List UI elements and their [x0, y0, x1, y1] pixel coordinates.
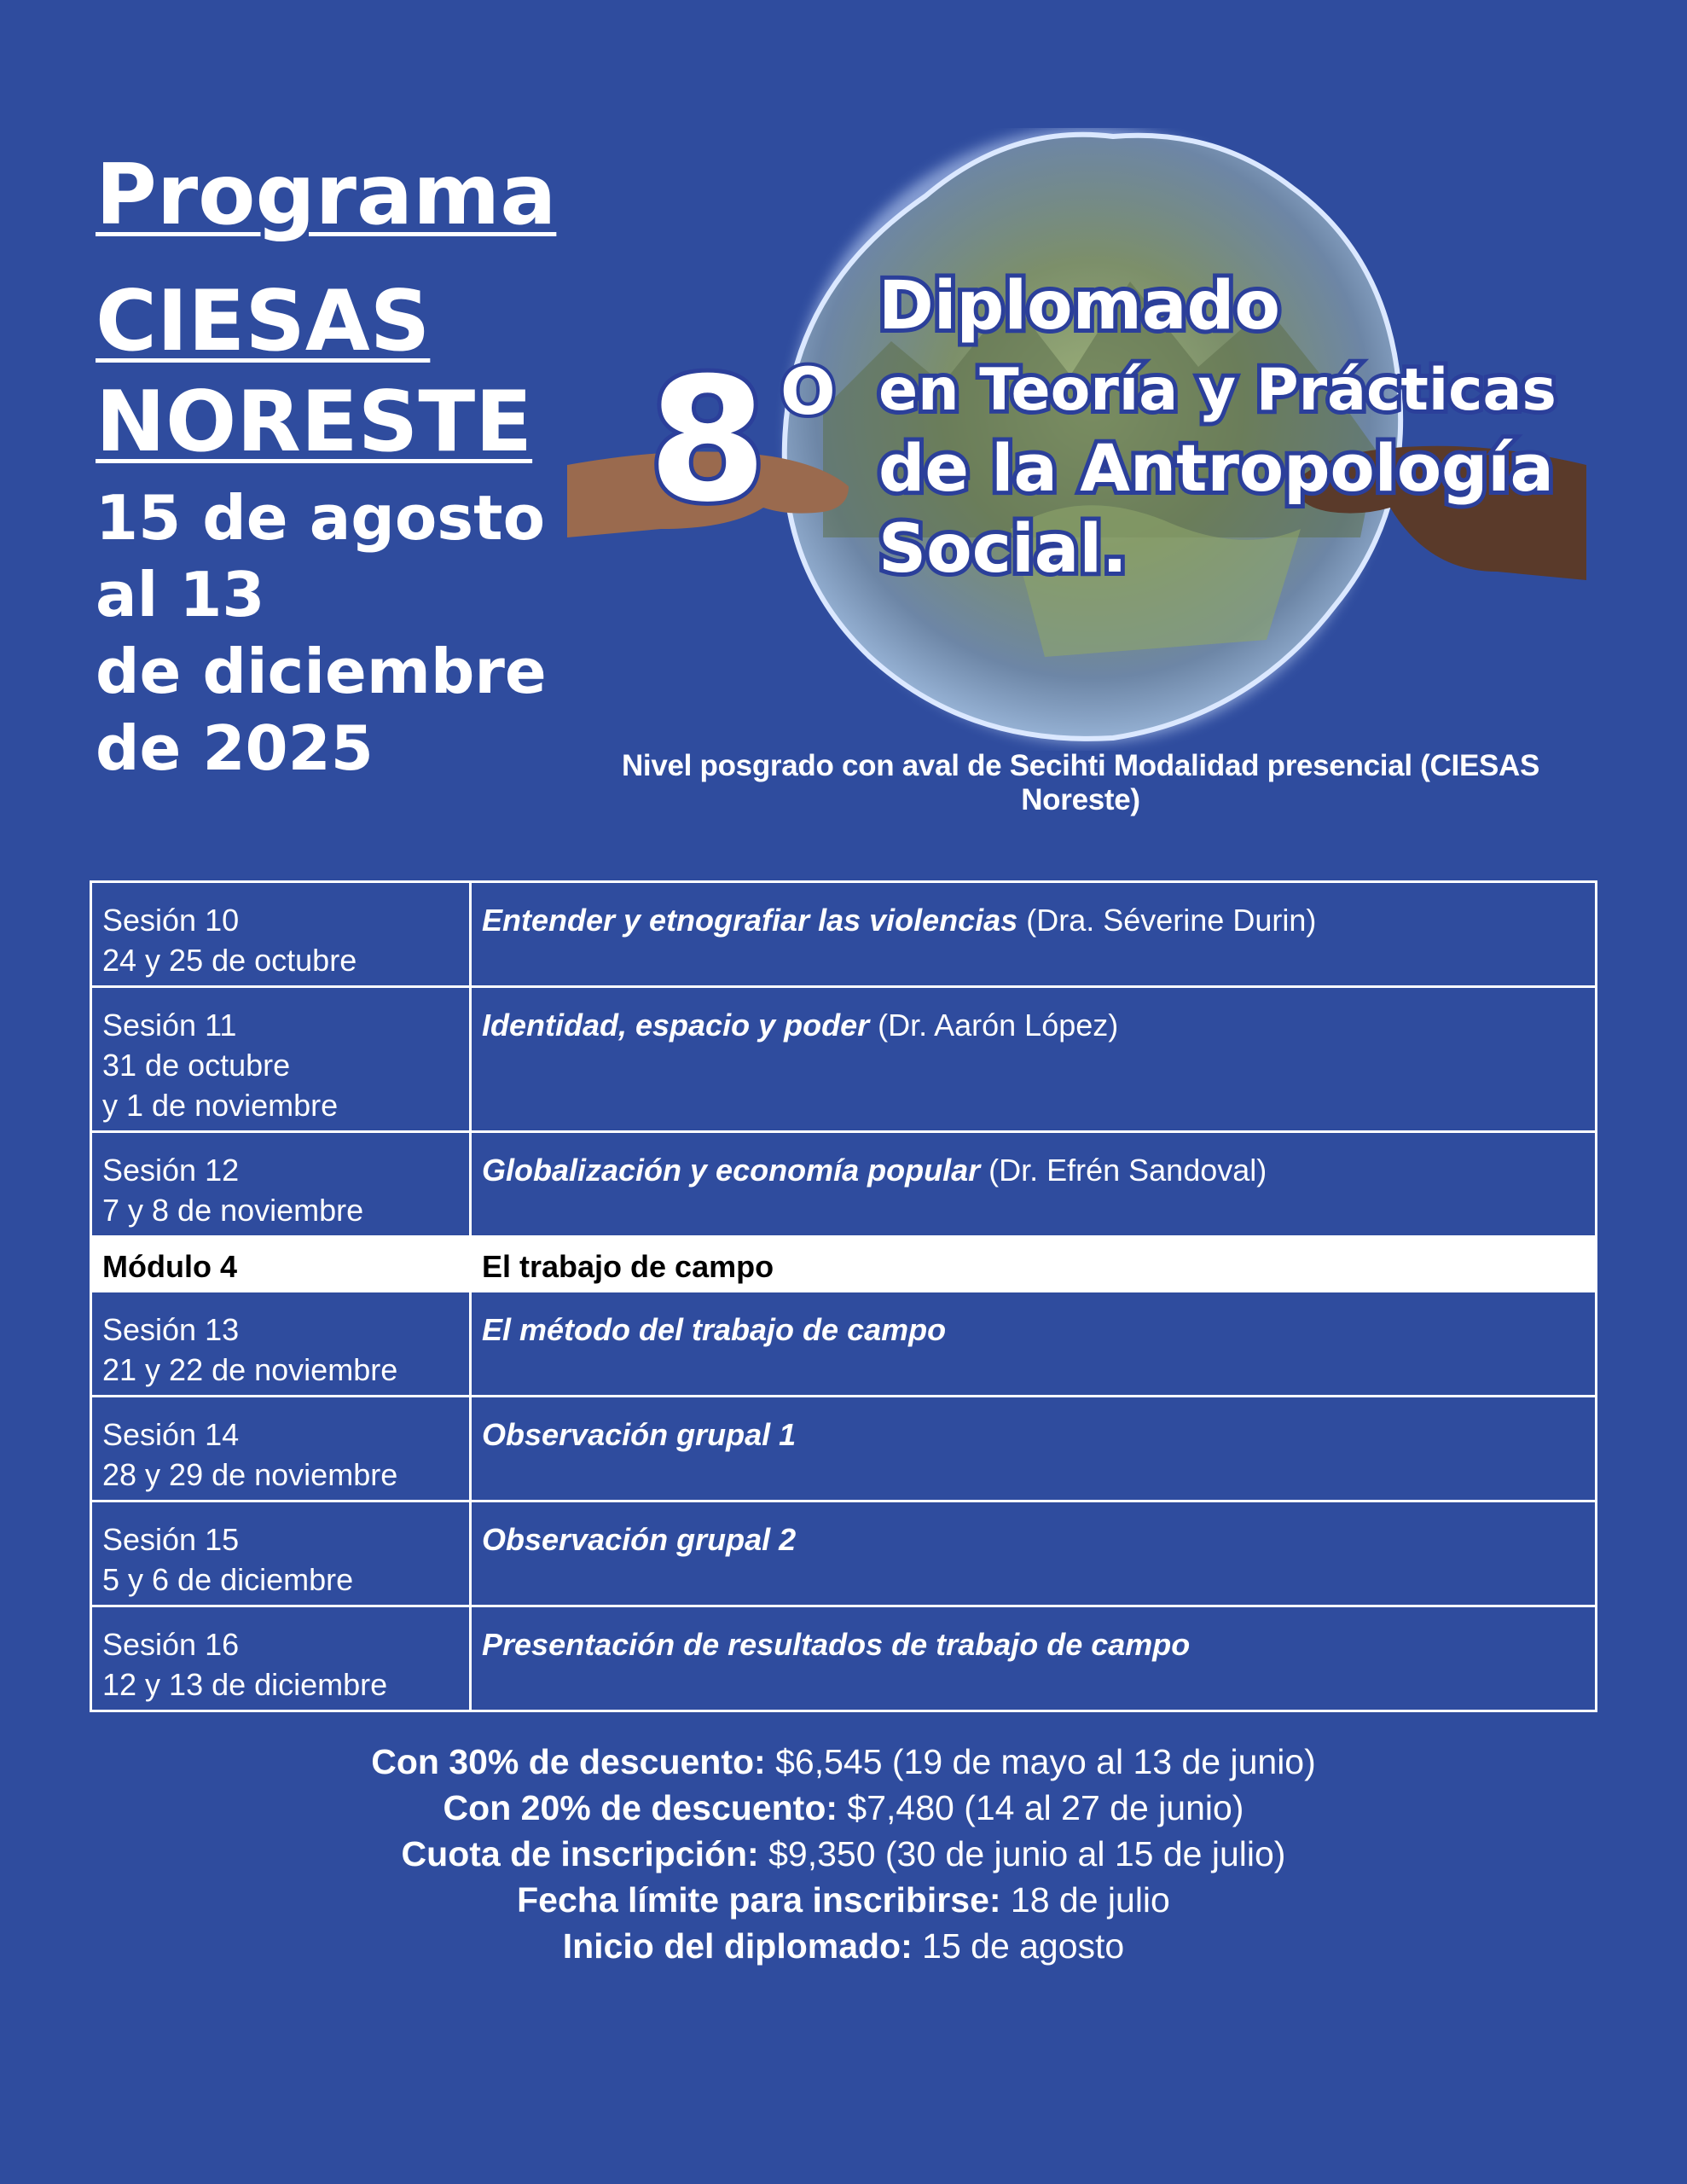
session-topic: Identidad, espacio y poder — [482, 1008, 870, 1043]
start-value: 15 de agosto — [912, 1926, 1125, 1966]
diplomado-logo — [567, 128, 1586, 751]
module-row — [91, 1237, 1597, 1292]
fee-line — [0, 1785, 1687, 1831]
table-row — [91, 1502, 1597, 1606]
session-topic: Entender y etnografiar las violencias — [482, 903, 1018, 938]
logo-ordinal: O — [780, 353, 836, 429]
table-row — [91, 1132, 1597, 1237]
table-row — [91, 1397, 1597, 1502]
table-row — [91, 1606, 1597, 1711]
logo-line-1: Diplomado — [878, 268, 1280, 345]
topic-cell — [471, 1292, 1597, 1397]
schedule-table — [90, 880, 1597, 1712]
session-instructor: (Dra. Séverine Durin) — [1017, 903, 1317, 938]
fee-value: $9,350 (30 de junio al 15 de julio) — [758, 1834, 1286, 1873]
topic-cell — [471, 1502, 1597, 1606]
program-dates: 15 de agosto al 13 de diciembre de 2025 — [96, 482, 547, 784]
topic-cell — [471, 1397, 1597, 1502]
fee-line — [0, 1831, 1687, 1877]
session-topic: Globalización y economía popular — [482, 1153, 981, 1188]
logo-line-3: de la Antropología — [878, 430, 1554, 506]
fee-line — [0, 1739, 1687, 1785]
fee-label: Con 20% de descuento: — [443, 1788, 838, 1827]
logo-line-4: Social. — [878, 511, 1128, 588]
topic-cell — [471, 1606, 1597, 1711]
session-cell: Sesión 10 24 y 25 de octubre — [91, 882, 471, 987]
topic-cell — [471, 882, 1597, 987]
fee-line — [0, 1923, 1687, 1969]
session-cell: Sesión 11 31 de octubre y 1 de noviembre — [91, 987, 471, 1132]
start-label: Inicio del diplomado: — [562, 1926, 913, 1966]
topic-cell — [471, 987, 1597, 1132]
session-cell: Sesión 12 7 y 8 de noviembre — [91, 1132, 471, 1237]
fee-line — [0, 1877, 1687, 1923]
session-topic: Observación grupal 2 — [482, 1522, 797, 1557]
table-row — [91, 1292, 1597, 1397]
fee-label: Cuota de inscripción: — [401, 1834, 759, 1873]
fee-label: Con 30% de descuento: — [371, 1742, 766, 1781]
session-instructor: (Dr. Efrén Sandoval) — [980, 1153, 1267, 1188]
fees-block — [0, 1739, 1687, 1969]
logo-number: 8 — [648, 341, 768, 540]
module-label: Módulo 4 — [91, 1237, 471, 1292]
programa-heading: Programa — [96, 147, 557, 244]
table-row — [91, 882, 1597, 987]
session-cell: Sesión 14 28 y 29 de noviembre — [91, 1397, 471, 1502]
topic-cell — [471, 1132, 1597, 1237]
table-row — [91, 987, 1597, 1132]
session-cell: Sesión 13 21 y 22 de noviembre — [91, 1292, 471, 1397]
session-cell: Sesión 15 5 y 6 de diciembre — [91, 1502, 471, 1606]
session-topic: El método del trabajo de campo — [482, 1312, 947, 1347]
institution-heading: CIESAS NORESTE — [96, 273, 533, 471]
session-instructor: (Dr. Aarón López) — [869, 1008, 1119, 1043]
fee-value: $7,480 (14 al 27 de junio) — [838, 1788, 1244, 1827]
session-cell: Sesión 16 12 y 13 de diciembre — [91, 1606, 471, 1711]
logo-line-2: en Teoría y Prácticas — [878, 357, 1557, 424]
session-topic: Presentación de resultados de trabajo de campo — [482, 1627, 1191, 1662]
module-title: El trabajo de campo — [471, 1237, 1597, 1292]
program-subtitle: Nivel posgrado con aval de Secihti Modalidad presencial (CIESAS Noreste) — [621, 749, 1540, 816]
fee-value: $6,545 (19 de mayo al 13 de junio) — [765, 1742, 1316, 1781]
header-block — [96, 145, 573, 787]
deadline-value: 18 de julio — [1000, 1880, 1170, 1920]
deadline-label: Fecha límite para inscribirse: — [517, 1880, 1001, 1920]
session-topic: Observación grupal 1 — [482, 1417, 797, 1452]
